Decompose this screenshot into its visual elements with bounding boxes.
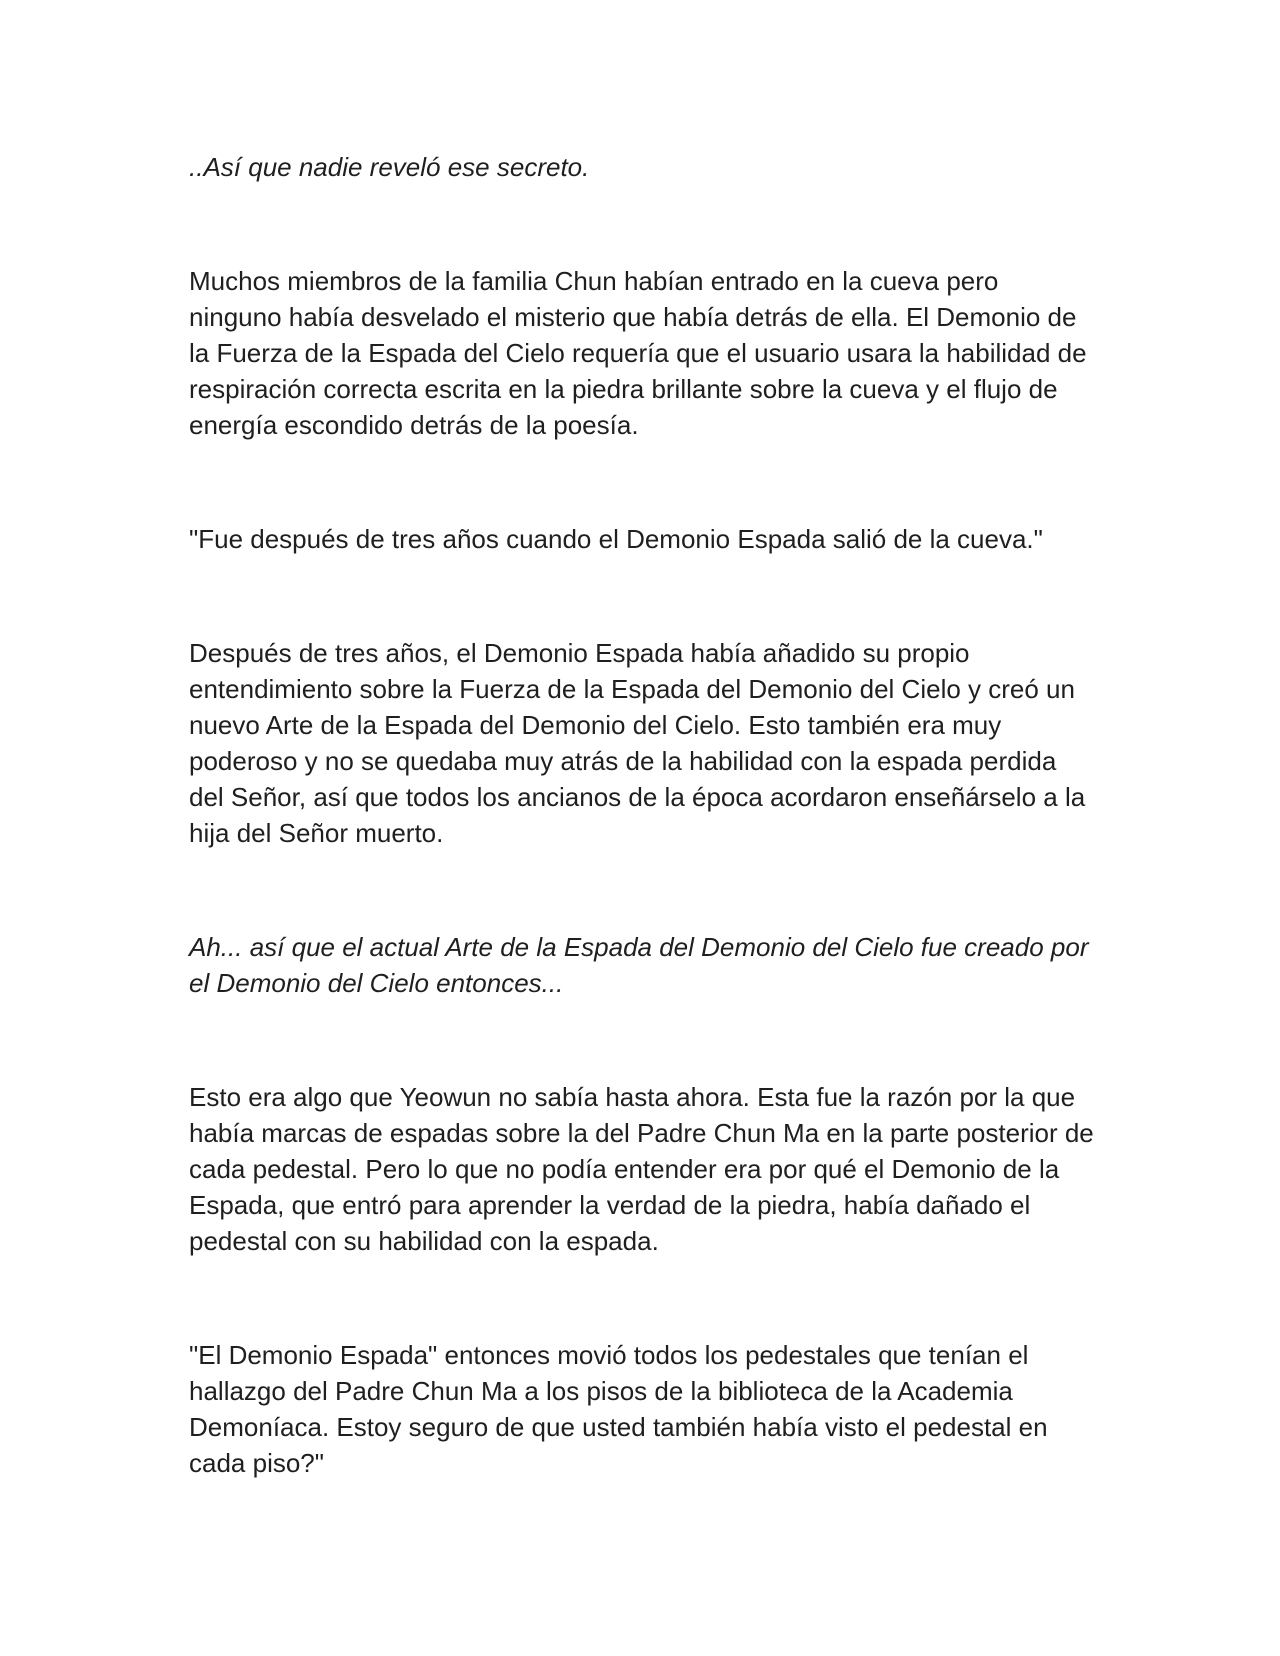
- paragraph-5-italic: Ah... así que el actual Arte de la Espada del Demonio del Cielo fue creado por el Demonio del Cielo entonces...: [189, 932, 1089, 998]
- paragraph-3-quote: "Fue después de tres años cuando el Demonio Espada salió de la cueva.": [189, 524, 1043, 554]
- paragraph-4: Después de tres años, el Demonio Espada había añadido su propio entendimiento sobre la Fuerza de la Espada del Demonio del Cielo y creó un nuevo Arte de la Espada del Demonio del Cielo. Esto también era muy poderoso y no se quedaba muy atrás de la habilidad con la espada perdida del Señor, así que todos los ancianos de la época acordaron enseñárselo a la hija del Señor muerto.: [189, 638, 1086, 848]
- paragraph-7-quote: "El Demonio Espada" entonces movió todos los pedestales que tenían el hallazgo del Padre Chun Ma a los pisos de la biblioteca de la Academia Demoníaca. Estoy seguro de que usted también había visto el pedestal en cada piso?": [189, 1340, 1048, 1478]
- paragraph-2: Muchos miembros de la familia Chun habían entrado en la cueva pero ninguno había desvelado el misterio que había detrás de ella. El Demonio de la Fuerza de la Espada del Cielo requería que el usuario usara la habilidad de respiración correcta escrita en la piedra brillante sobre la cueva y el flujo de energía escondido detrás de la poesía.: [189, 266, 1087, 440]
- paragraph-6: Esto era algo que Yeowun no sabía hasta ahora. Esta fue la razón por la que había marcas de espadas sobre la del Padre Chun Ma en la parte posterior de cada pedestal. Pero lo que no podía entender era por qué el Demonio de la Espada, que entró para aprender la verdad de la piedra, había dañado el pedestal con su habilidad con la espada.: [189, 1082, 1094, 1256]
- paragraph-1-italic: ..Así que nadie reveló ese secreto.: [189, 152, 590, 182]
